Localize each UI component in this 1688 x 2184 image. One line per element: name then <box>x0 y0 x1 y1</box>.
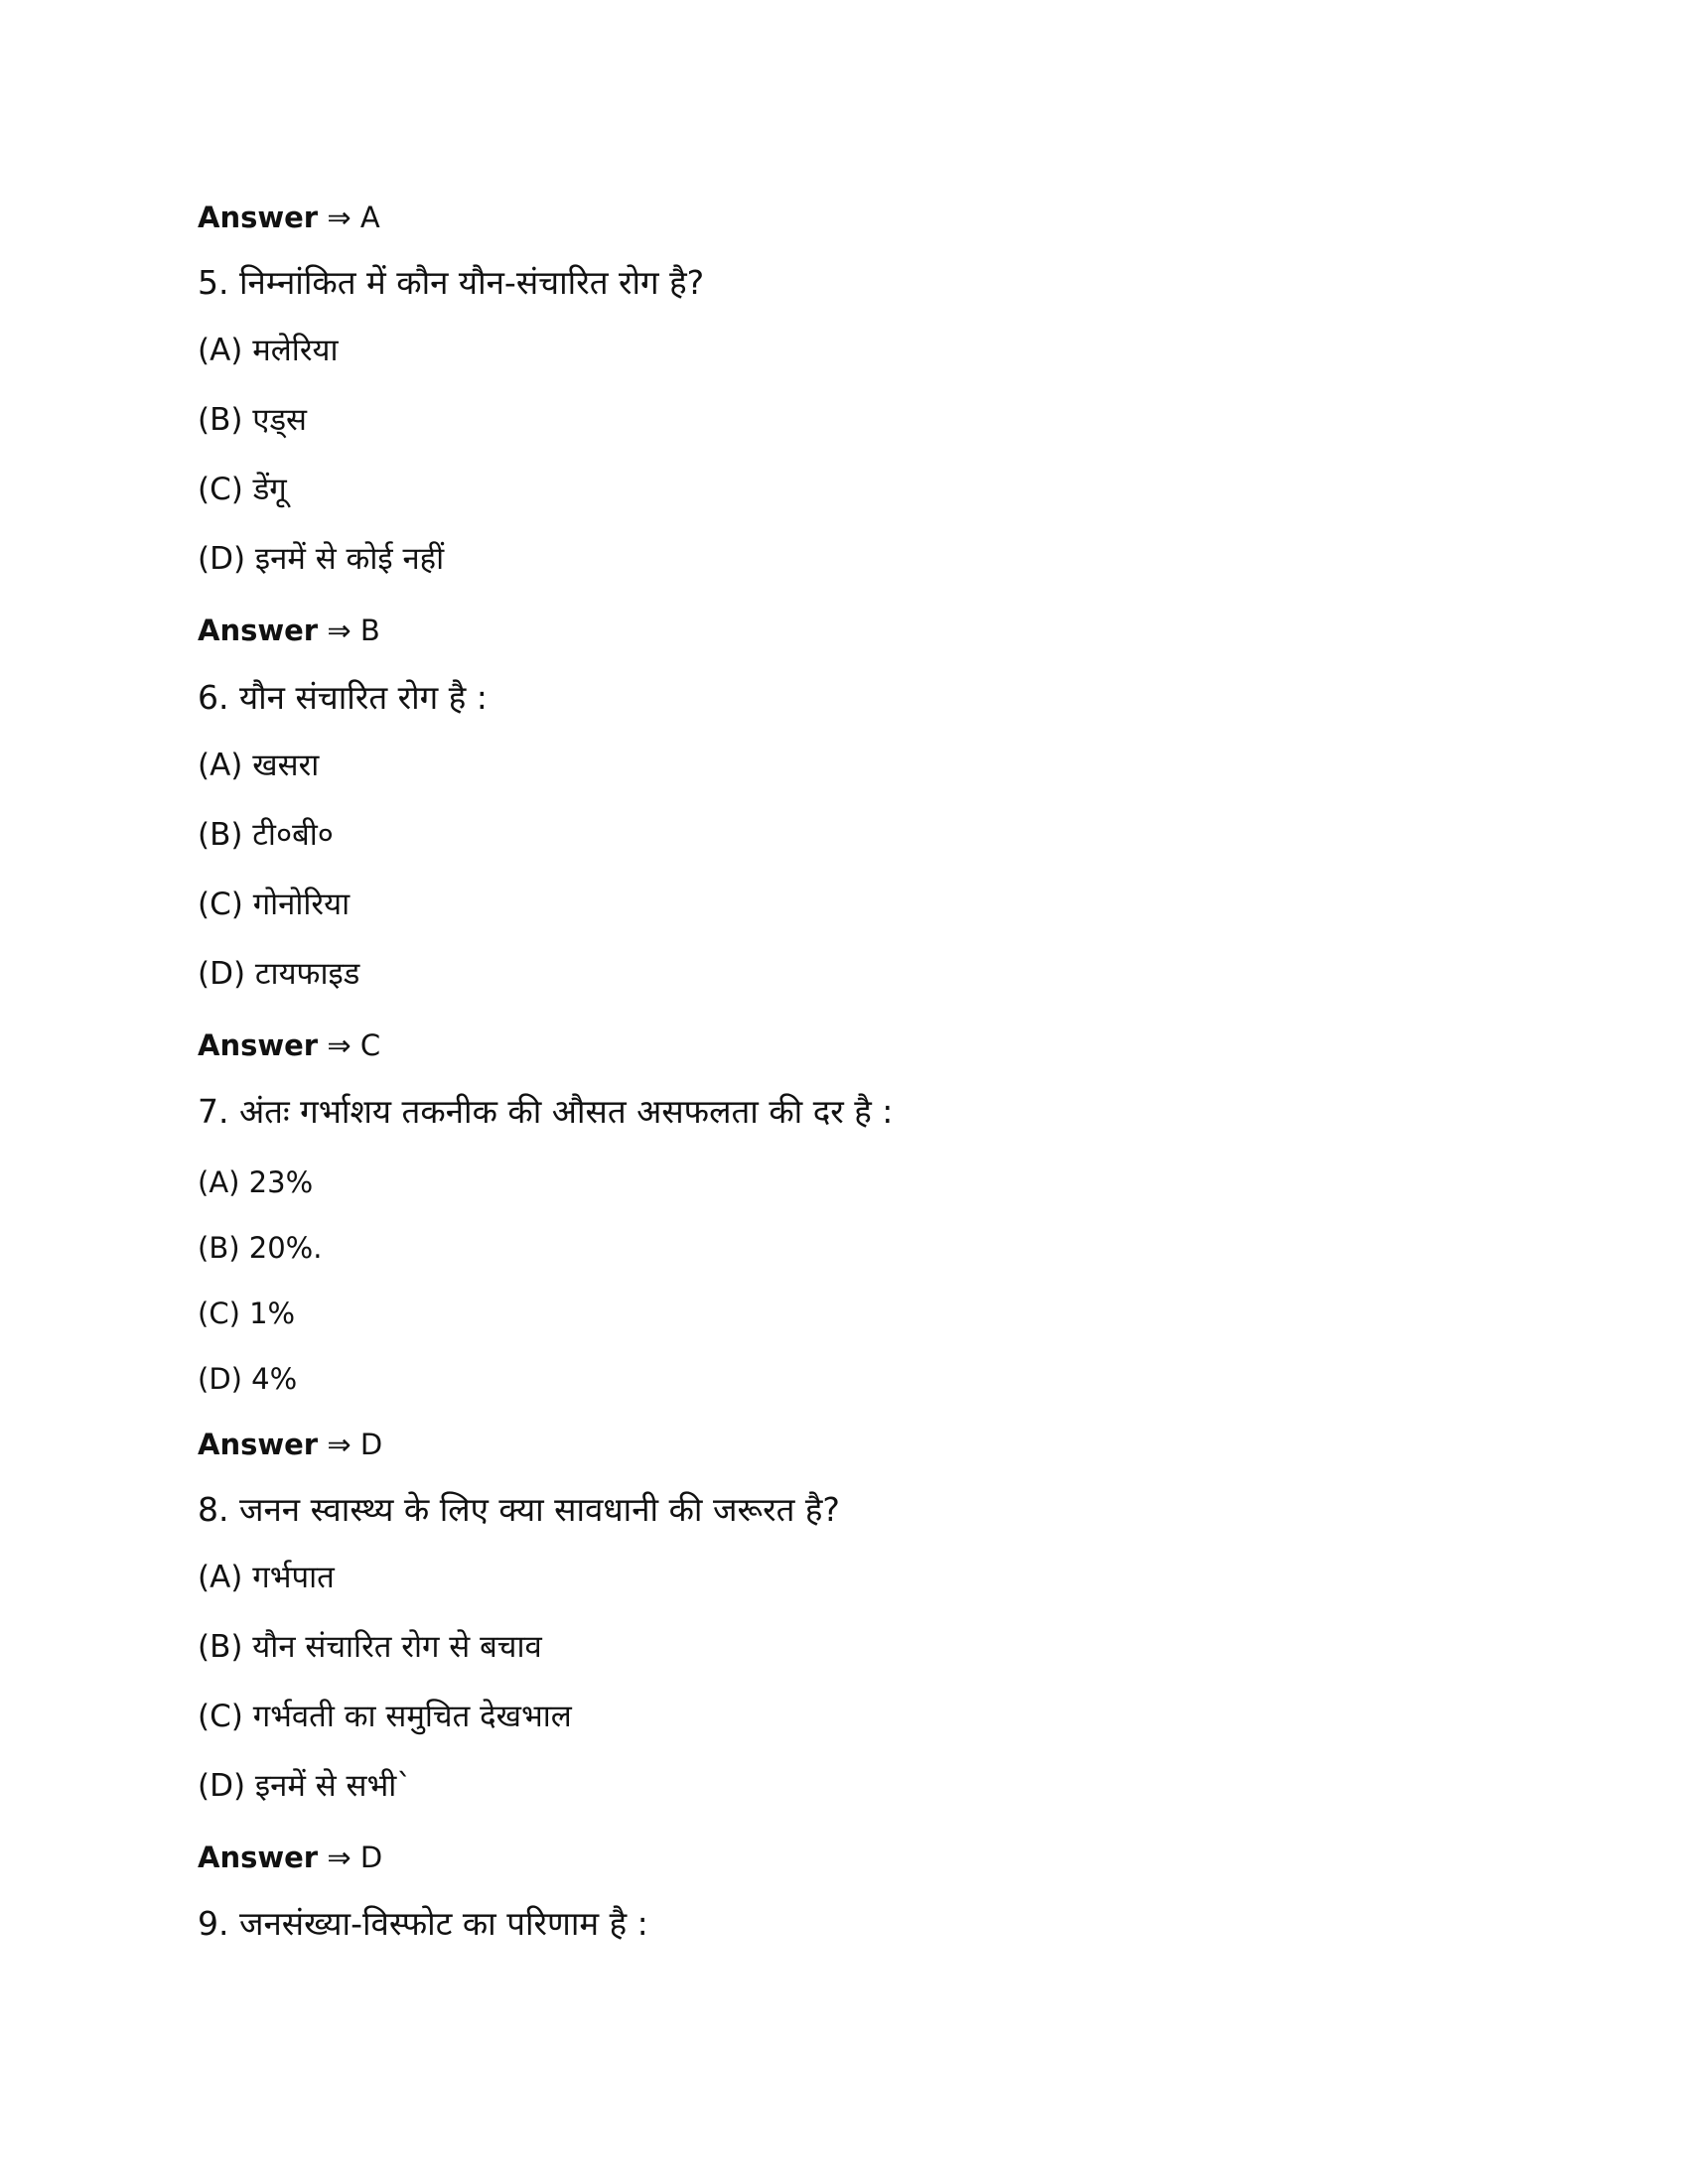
q7-option-c: (C) 1% <box>198 1297 296 1330</box>
q6-option-a: (A) खसरा <box>198 748 320 783</box>
question-8: 8. जनन स्वास्थ्य के लिए क्या सावधानी की जरूरत है? <box>198 1490 840 1529</box>
answer-line <box>198 1028 381 1062</box>
question-6: 6. यौन संचारित रोग है : <box>198 678 488 717</box>
q7-option-a: (A) 23% <box>198 1165 314 1199</box>
answer-label: Answer <box>198 201 319 234</box>
q6-option-c: (C) गोनोरिया <box>198 887 351 922</box>
answer-line <box>198 616 380 645</box>
answer-value: ⇒ C <box>327 1028 381 1062</box>
answer-label: Answer <box>198 1841 319 1874</box>
q8-option-a: (A) गर्भपात <box>198 1560 335 1595</box>
q5-option-b: (B) एड्स <box>198 402 307 438</box>
answer-label: Answer <box>198 614 319 647</box>
q5-option-c: (C) डेंगू <box>198 472 287 507</box>
answer-value: ⇒ A <box>327 201 380 234</box>
question-7: 7. अंतः गर्भाशय तकनीक की औसत असफलता की दर है : <box>198 1092 894 1131</box>
q5-option-a: (A) मलेरिया <box>198 333 339 368</box>
answer-value: ⇒ D <box>327 1841 383 1874</box>
q5-option-d: (D) इनमें से कोई नहीं <box>198 541 445 577</box>
q6-option-d: (D) टायफाइड <box>198 956 360 992</box>
answer-label: Answer <box>198 1428 319 1461</box>
answer-line <box>198 1428 383 1461</box>
q8-option-c: (C) गर्भवती का समुचित देखभाल <box>198 1699 572 1734</box>
question-9: 9. जनसंख्या-विस्फोट का परिणाम है : <box>198 1904 648 1943</box>
answer-label: Answer <box>198 1028 319 1062</box>
q6-option-b: (B) टी०बी० <box>198 817 334 853</box>
answer-value: ⇒ D <box>327 1428 383 1461</box>
q8-option-d: (D) इनमें से सभी` <box>198 1768 412 1804</box>
answer-line <box>198 1843 382 1872</box>
q7-option-d: (D) 4% <box>198 1362 298 1396</box>
answer-value: ⇒ B <box>327 614 380 647</box>
q7-option-b: (B) 20%. <box>198 1231 323 1265</box>
answer-line <box>198 201 380 234</box>
question-5: 5. निम्नांकित में कौन यौन-संचारित रोग है? <box>198 263 705 302</box>
q8-option-b: (B) यौन संचारित रोग से बचाव <box>198 1629 542 1665</box>
